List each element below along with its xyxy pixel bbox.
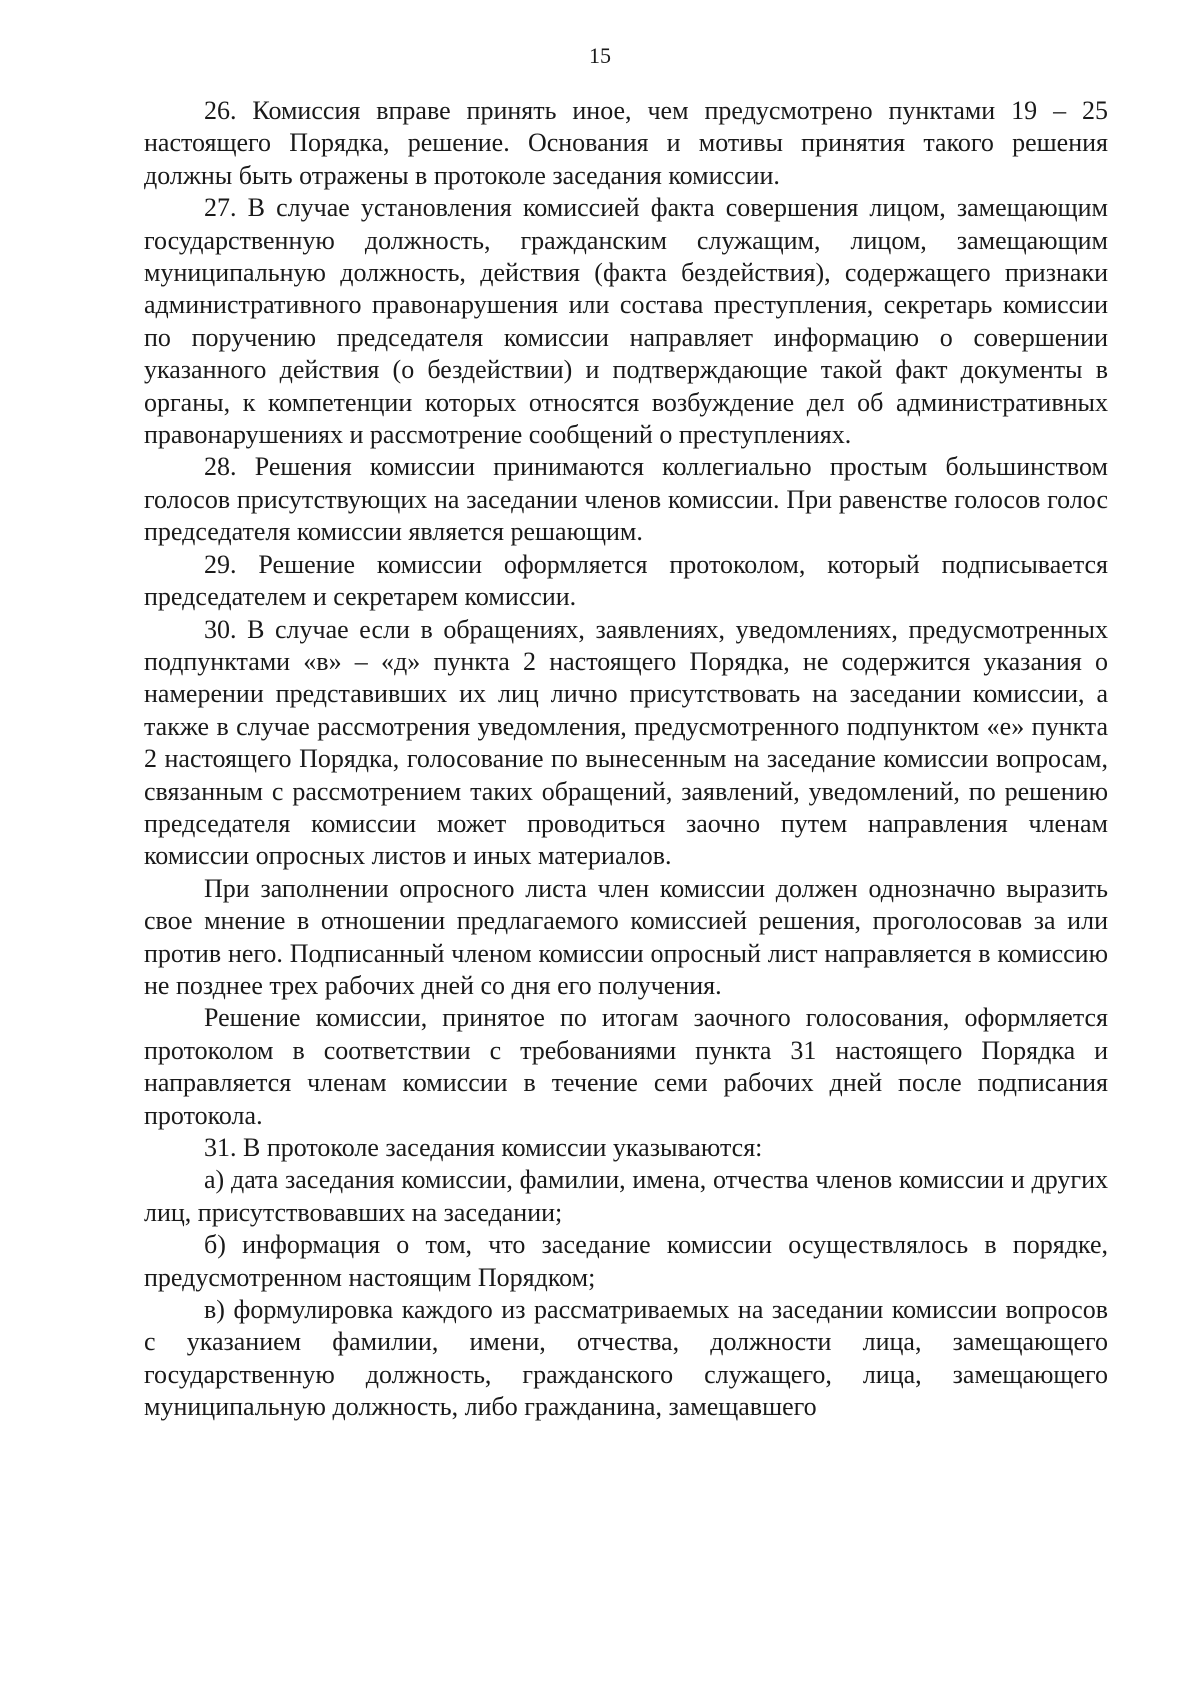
paragraph-31: 31. В протоколе заседания комиссии указываются: bbox=[204, 1133, 763, 1162]
paragraph-31-item-v: в) формулировка каждого из рассматриваемых на заседании комиссии вопросов с указанием фамилии, имени, отчества, должности лица, замещающего государственную должность, гражданского служащего, лица, замещающего муниципальную должность, либо гражданина, замещавшего bbox=[144, 1295, 1108, 1422]
paragraph-31-item-a: а) дата заседания комиссии, фамилии, имена, отчества членов комиссии и других лиц, присутствовавших на заседании; bbox=[144, 1165, 1108, 1227]
paragraph-28: 28. Решения комиссии принимаются коллегиально простым большинством голосов присутствующих на заседании членов комиссии. При равенстве голосов голос председателя комиссии является решающим. bbox=[144, 452, 1108, 547]
document-body bbox=[144, 95, 1108, 1424]
paragraph-30-absentee-decision: Решение комиссии, принятое по итогам заочного голосования, оформляется протоколом в соответствии с требованиями пункта 31 настоящего Порядка и направляется членам комиссии в течение семи рабочих дней после подписания протокола. bbox=[144, 1003, 1108, 1130]
paragraph-30: 30. В случае если в обращениях, заявлениях, уведомлениях, предусмотренных подпунктами «в» – «д» пункта 2 настоящего Порядка, не содержится указания о намерении представивших их лиц лично присутствовать на заседании комиссии, а также в случае рассмотрения уведомления, предусмотренного подпунктом «е» пункта 2 настоящего Порядка, голосование по вынесенным на заседание комиссии вопросам, связанным с рассмотрением таких обращений, заявлений, уведомлений, по решению председателя комиссии может проводиться заочно путем направления членам комиссии опросных листов и иных материалов. bbox=[144, 614, 1108, 871]
paragraph-31-item-b: б) информация о том, что заседание комиссии осуществлялось в порядке, предусмотренном настоящим Порядком; bbox=[144, 1230, 1108, 1292]
paragraph-29: 29. Решение комиссии оформляется протоколом, который подписывается председателем и секретарем комиссии. bbox=[144, 549, 1108, 612]
paragraph-30-questionnaire: При заполнении опросного листа член комиссии должен однозначно выразить свое мнение в отношении предлагаемого комиссией решения, проголосовав за или против него. Подписанный членом комиссии опросный лист направляется в комиссию не позднее трех рабочих дней со дня его получения. bbox=[144, 873, 1108, 1000]
paragraph-26: 26. Комиссия вправе принять иное, чем предусмотрено пунктами 19 – 25 настоящего Порядка, решение. Основания и мотивы принятия такого решения должны быть отражены в протоколе заседания комиссии. bbox=[144, 96, 1108, 190]
paragraph-27: 27. В случае установления комиссией факта совершения лицом, замещающим государственную должность, гражданским служащим, лицом, замещающим муниципальную должность, действия (факта бездействия), содержащего признаки административного правонарушения или состава преступления, секретарь комиссии по поручению председателя комиссии направляет информацию о совершении указанного действия (о бездействии) и подтверждающие такой факт документы в органы, к компетенции которых относятся возбуждение дел об административных правонарушениях и рассмотрение сообщений о преступлениях. bbox=[144, 193, 1108, 450]
page-number: 15 bbox=[589, 43, 611, 68]
